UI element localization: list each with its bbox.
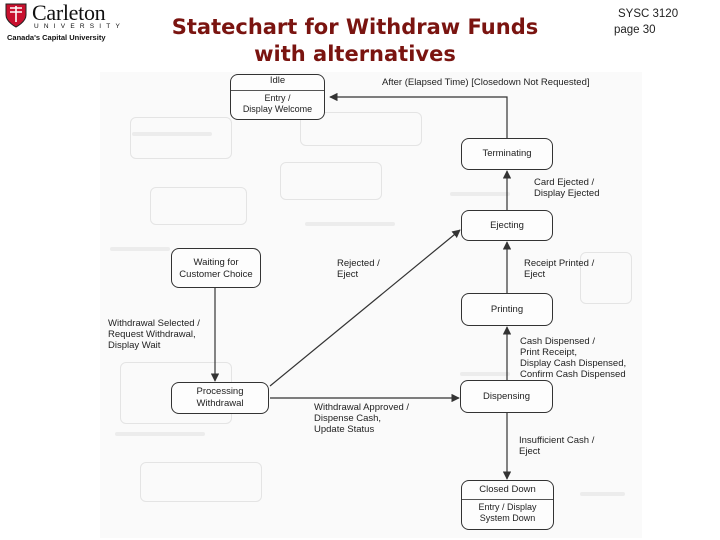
arrow-processing-to-ejecting	[270, 230, 460, 386]
state-ejecting	[461, 210, 553, 241]
state-processing-withdrawal	[171, 382, 269, 414]
course-code: SYSC 3120	[618, 8, 679, 20]
label-card-ejected: Card Ejected / Display Ejected	[534, 177, 600, 199]
state-printing-name: Printing	[490, 304, 524, 315]
label-cash-dispensed: Cash Dispensed / Print Receipt, Display Cash Dispensed, Confirm Cash Dispensed	[520, 336, 627, 380]
slide-title	[140, 14, 570, 68]
label-insufficient-cash: Insufficient Cash / Eject	[519, 435, 595, 457]
logo-name: Carleton	[32, 0, 106, 25]
label-receipt-printed: Receipt Printed / Eject	[524, 258, 595, 280]
state-closed-down	[461, 480, 554, 530]
university-logo	[4, 2, 136, 42]
transition-arrows	[100, 72, 642, 538]
state-dispensing-name: Dispensing	[483, 391, 530, 402]
logo-tagline: Canada's Capital University	[7, 33, 106, 42]
label-rejected: Rejected / Eject	[337, 258, 380, 280]
arrow-terminating-to-idle	[330, 97, 507, 138]
state-terminating	[461, 138, 553, 170]
state-idle-action: Entry / Display Welcome	[231, 90, 324, 115]
state-closed-down-action: Entry / Display System Down	[462, 499, 553, 524]
statechart-figure	[100, 72, 642, 538]
state-printing	[461, 293, 553, 326]
state-waiting-for-customer-choice	[171, 248, 261, 288]
label-withdrawal-approved: Withdrawal Approved / Dispense Cash, Update Status	[314, 402, 410, 435]
state-idle-name: Idle	[269, 75, 286, 86]
state-idle	[230, 74, 325, 120]
crest-icon	[4, 2, 28, 28]
state-ejecting-name: Ejecting	[490, 220, 524, 231]
state-closed-down-name: Closed Down	[479, 484, 536, 495]
logo-university: UNIVERSITY	[34, 23, 126, 30]
page-number: page 30	[614, 24, 656, 36]
label-withdrawal-selected: Withdrawal Selected / Request Withdrawal, Display Wait	[108, 318, 200, 351]
state-waiting-name: Waiting for Customer Choice	[179, 257, 253, 280]
state-processing-name: Processing Withdrawal	[196, 386, 244, 409]
label-after-elapsed-time: After (Elapsed Time) [Closedown Not Requested]	[382, 77, 590, 88]
title-line-1: Statechart for Withdraw Funds	[171, 15, 539, 39]
title-line-2: with alternatives	[254, 42, 456, 66]
state-dispensing	[460, 380, 553, 413]
state-terminating-name: Terminating	[482, 148, 532, 159]
